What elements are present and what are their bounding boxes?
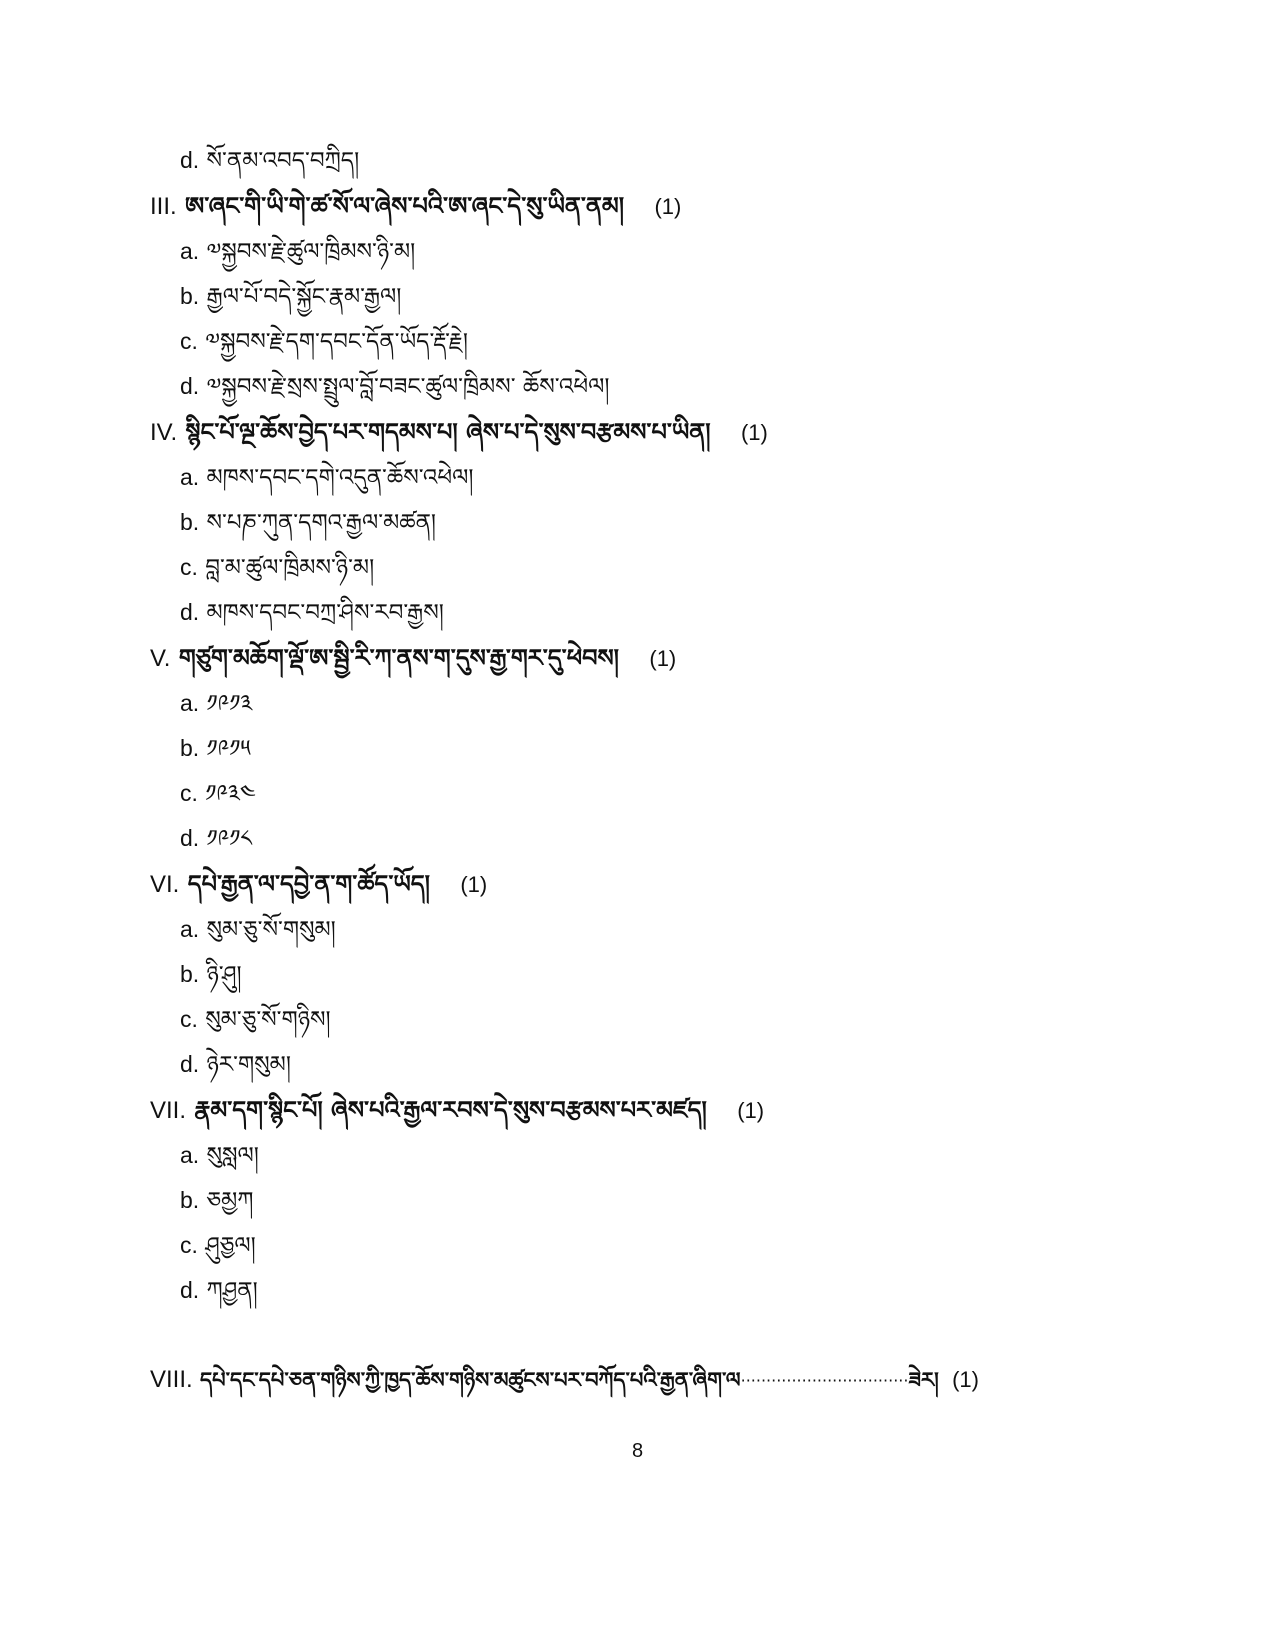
- question-6: [150, 861, 487, 907]
- option-label: b.: [180, 283, 200, 309]
- question-4: [150, 409, 768, 455]
- option-text: ཤུཅྱལ།: [205, 1233, 256, 1259]
- page-number: 8: [631, 1440, 644, 1462]
- option-label: c.: [180, 1006, 198, 1032]
- question-marks: (1): [737, 1098, 765, 1123]
- question-7: [150, 1087, 764, 1133]
- option-label: b.: [180, 961, 200, 987]
- q4-option-c: [180, 544, 374, 590]
- q7-option-a: [180, 1132, 259, 1178]
- option-text: ༧སྐྱབས་རྗེ་སྲས་སྤྲུལ་བློ་བཟང་ཚུལ་ཁྲིམས་ ཆོས་འཕེལ།: [206, 374, 610, 400]
- option-label: c.: [180, 1232, 198, 1258]
- q3-option-c: [180, 318, 468, 364]
- option-label: d.: [180, 825, 200, 851]
- option-label: d.: [180, 599, 200, 625]
- option-text: ཅམྱཀ: [206, 1188, 254, 1214]
- question-number: V.: [150, 645, 171, 672]
- option-text: མཁས་དབང་བཀྲ་ཤིས་རབ་རྒྱས།: [206, 600, 444, 626]
- option-text: ༡༩༣༤: [205, 781, 256, 807]
- option-text: ༡༩༡༥: [206, 736, 251, 762]
- q3-option-d: [180, 363, 609, 409]
- question-marks: (1): [649, 646, 677, 671]
- option-text: ༧སྐྱབས་རྗེ་དག་དབང་དོན་ཡོད་རྡོ་རྗེ།: [205, 329, 468, 355]
- option-text: ཀཤྱན།: [206, 1278, 258, 1304]
- question-8: [150, 1357, 979, 1403]
- question-text: དཔེ་དང་དཔེ་ཅན་གཉིས་ཀྱི་ཁྱད་ཆོས་གཉིས་མཚུངས་པར་བཀོད་པའི་རྒྱན་ཞིག་ལ: [200, 1368, 741, 1392]
- question-text: སྙིང་པོ་ལྔ་ཆོས་བྱེད་པར་གདམས་པ། ཞེས་པ་དེ་སུས་བརྩམས་པ་ཡིན།: [185, 418, 711, 446]
- option-text: ༡༩༡༣: [206, 691, 253, 717]
- question-number: VI.: [150, 871, 180, 898]
- question-number: IV.: [150, 419, 178, 446]
- option-d-previous: [180, 137, 359, 183]
- q4-option-b: [180, 499, 436, 545]
- option-label: c.: [180, 328, 198, 354]
- q3-option-b: [180, 273, 401, 319]
- option-text: བླ་མ་ཚུལ་ཁྲིམས་ཉི་མ།: [205, 555, 375, 581]
- option-label: a.: [180, 238, 200, 264]
- option-text: ས་པཎ་ཀུན་དགའ་རྒྱལ་མཚན།: [206, 510, 437, 536]
- option-text: སུམ་ཅུ་སོ་གཉིས།: [205, 1007, 331, 1033]
- question-3: [150, 183, 681, 229]
- option-label: c.: [180, 554, 198, 580]
- question-marks: (1): [740, 420, 768, 445]
- option-text: སུམ་ཅུ་སོ་གསུམ།: [206, 917, 336, 943]
- q7-option-b: [180, 1177, 253, 1223]
- option-label: a.: [180, 1142, 200, 1168]
- q6-option-c: [180, 996, 331, 1042]
- option-label: d.: [180, 147, 200, 173]
- question-5: [150, 635, 676, 681]
- answer-blank[interactable]: ·································: [740, 1371, 909, 1390]
- option-text: ༧སྐྱབས་རྗེ་ཚུལ་ཁྲིམས་ཉི་མ།: [206, 239, 416, 265]
- option-text: ཉེར་གསུམ།: [206, 1052, 291, 1078]
- option-label: d.: [180, 1051, 200, 1077]
- option-label: a.: [180, 690, 200, 716]
- option-label: d.: [180, 1277, 200, 1303]
- option-label: c.: [180, 780, 198, 806]
- option-label: b.: [180, 735, 200, 761]
- option-label: d.: [180, 373, 200, 399]
- question-marks: (1): [460, 872, 488, 897]
- question-text: ཨ་ཞང་གི་ཡི་གེ་ཚ་སོ་ལ་ཞེས་པའི་ཨ་ཞང་དེ་སུ་ཡིན་ནམ།: [185, 192, 625, 220]
- option-text: སོ་ནམ་འབད་བཀྲིད།: [206, 148, 360, 174]
- q5-option-a: [180, 680, 252, 726]
- question-marks: (1): [654, 194, 682, 219]
- question-text: རྣམ་དག་སྙིང་པོ། ཞེས་པའི་རྒྱལ་རབས་དེ་སུས་བརྩམས་པར་མཛད།: [194, 1096, 707, 1124]
- question-number: VII.: [150, 1097, 187, 1124]
- q3-option-a: [180, 228, 415, 274]
- q7-option-c: [180, 1222, 256, 1268]
- option-text: མཁས་དབང་དགེ་འདུན་ཆོས་འཕེལ།: [206, 465, 474, 491]
- option-text: ཉི་ཤུ།: [206, 962, 242, 988]
- question-text: གཙུག་མཆོག་ལྡོ་ཨ་སྦྱི་རི་ཀ་ནས་ག་དུས་རྒྱ་གར་དུ་ཕེབས།: [178, 644, 620, 672]
- q6-option-a: [180, 906, 336, 952]
- q5-option-c: [180, 770, 256, 816]
- question-text-end: ཟེར།: [908, 1368, 939, 1392]
- q6-option-b: [180, 951, 242, 997]
- option-text: སུསླལ།: [206, 1143, 259, 1169]
- q6-option-d: [180, 1041, 291, 1087]
- question-marks: (1): [952, 1367, 979, 1392]
- option-text: ༡༩༡༨: [206, 826, 253, 852]
- q5-option-d: [180, 815, 252, 861]
- q4-option-d: [180, 589, 444, 635]
- q7-option-d: [180, 1267, 258, 1313]
- question-number: III.: [150, 193, 177, 220]
- option-label: b.: [180, 1187, 200, 1213]
- question-number: VIII.: [150, 1366, 193, 1393]
- option-label: b.: [180, 509, 200, 535]
- option-text: རྒྱལ་པོ་བདེ་སྐྱོང་རྣམ་རྒྱལ།: [206, 284, 402, 310]
- q5-option-b: [180, 725, 251, 771]
- option-label: a.: [180, 464, 200, 490]
- q4-option-a: [180, 454, 474, 500]
- question-text: དཔེ་རྒྱན་ལ་དབྱེ་ན་ག་ཚོད་ཡོད།: [187, 870, 430, 898]
- option-label: a.: [180, 916, 200, 942]
